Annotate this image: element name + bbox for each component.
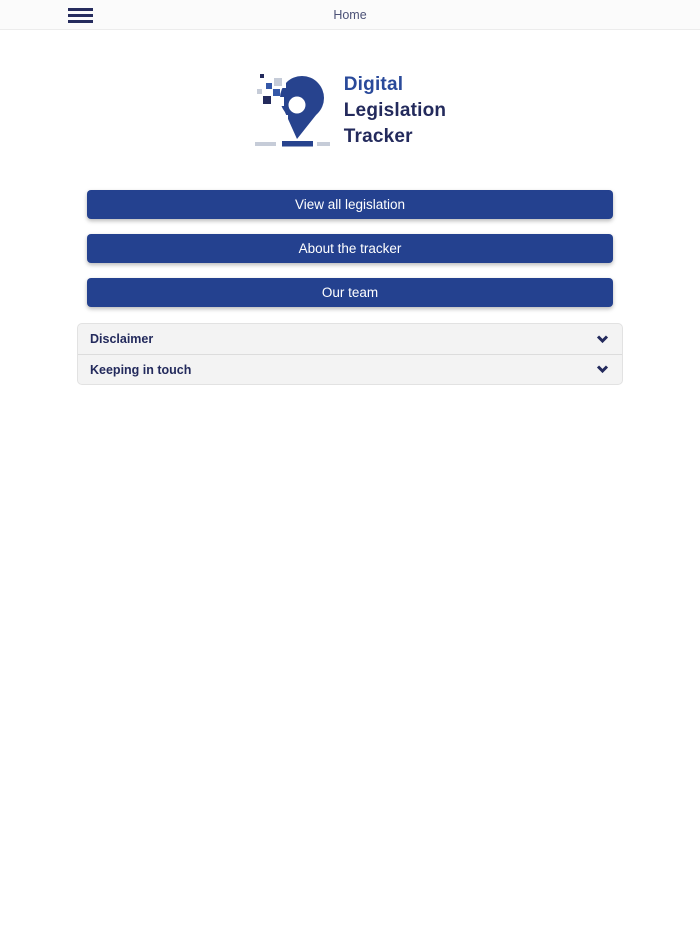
accordion-label: Keeping in touch	[90, 362, 192, 377]
hamburger-bar	[68, 20, 93, 23]
logo-word-digital: Digital	[343, 74, 404, 95]
hamburger-bar	[68, 8, 93, 11]
info-accordion	[77, 323, 623, 385]
accordion-item-disclaimer[interactable]	[78, 324, 622, 354]
pixel-map-pin-icon	[254, 69, 330, 147]
logo-wordmark	[344, 69, 447, 150]
logo-word-tracker: Tracker	[343, 126, 413, 147]
accordion-item-keeping-in-touch[interactable]	[78, 354, 622, 384]
about-the-tracker-button[interactable]: About the tracker	[87, 234, 613, 263]
view-all-legislation-button[interactable]: View all legislation	[87, 190, 613, 219]
hamburger-bar	[68, 14, 93, 17]
primary-actions	[87, 190, 613, 307]
hamburger-menu-icon[interactable]	[68, 8, 93, 23]
accordion-label: Disclaimer	[90, 332, 154, 346]
chevron-down-icon	[596, 365, 609, 374]
app-logo	[0, 69, 700, 150]
chevron-down-icon	[596, 335, 609, 344]
our-team-button[interactable]: Our team	[87, 278, 613, 307]
page-title: Home	[333, 8, 367, 22]
topbar	[0, 0, 700, 30]
logo-word-legislation: Legislation	[343, 100, 447, 121]
